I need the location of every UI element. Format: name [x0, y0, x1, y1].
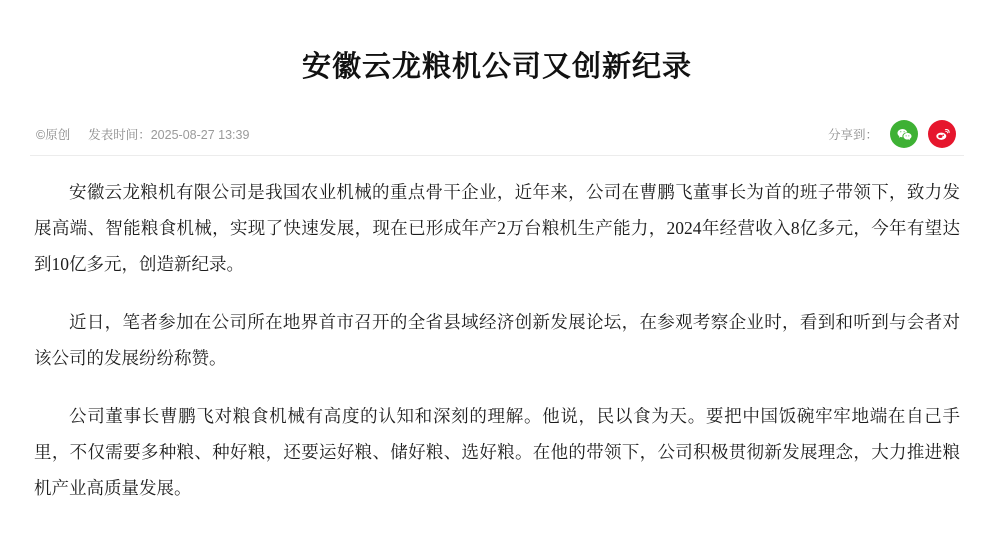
- page-title: 安徽云龙粮机公司又创新纪录: [301, 51, 692, 83]
- share-weibo-button[interactable]: [928, 120, 956, 148]
- article-meta-row: [30, 119, 964, 149]
- publish-time-label: 发表时间：: [88, 128, 151, 143]
- original-badge: ©原创: [36, 128, 71, 143]
- share-group: [828, 120, 956, 148]
- publish-time-value: 2025-08-27 13:39: [150, 128, 250, 143]
- wechat-icon: [896, 126, 913, 143]
- article-paragraph: 公司董事长曹鹏飞对粮食机械有高度的认知和深刻的理解。他说，民以食为天。要把中国饭碗牢牢地端在自己手里，不仅需要多种粮、种好粮，还要运好粮、储好粮、选好粮。在他的带领下，公司积极贯彻新发展理念，大力推进粮机产业高质量发展。: [34, 406, 960, 499]
- article-paragraph: 安徽云龙粮机有限公司是我国农业机械的重点骨干企业，近年来，公司在曹鹏飞董事长为首的班子带领下，致力发展高端、智能粮食机械，实现了快速发展，现在已形成年产2万台粮机生产能力，2024年经营收入8亿多元，今年有望达到10亿多元，创造新纪录。: [34, 182, 960, 275]
- weibo-icon: [934, 126, 951, 143]
- meta-left-group: [36, 125, 249, 143]
- publish-time: [88, 125, 249, 143]
- share-label: 分享到：: [827, 128, 878, 143]
- article-paragraph: 近日，笔者参加在公司所在地界首市召开的全省县域经济创新发展论坛，在参观考察企业时，看到和听到与会者对该公司的发展纷纷称赞。: [34, 312, 960, 369]
- meta-divider: [30, 155, 964, 156]
- share-wechat-button[interactable]: [890, 120, 918, 148]
- article-body: [30, 174, 964, 506]
